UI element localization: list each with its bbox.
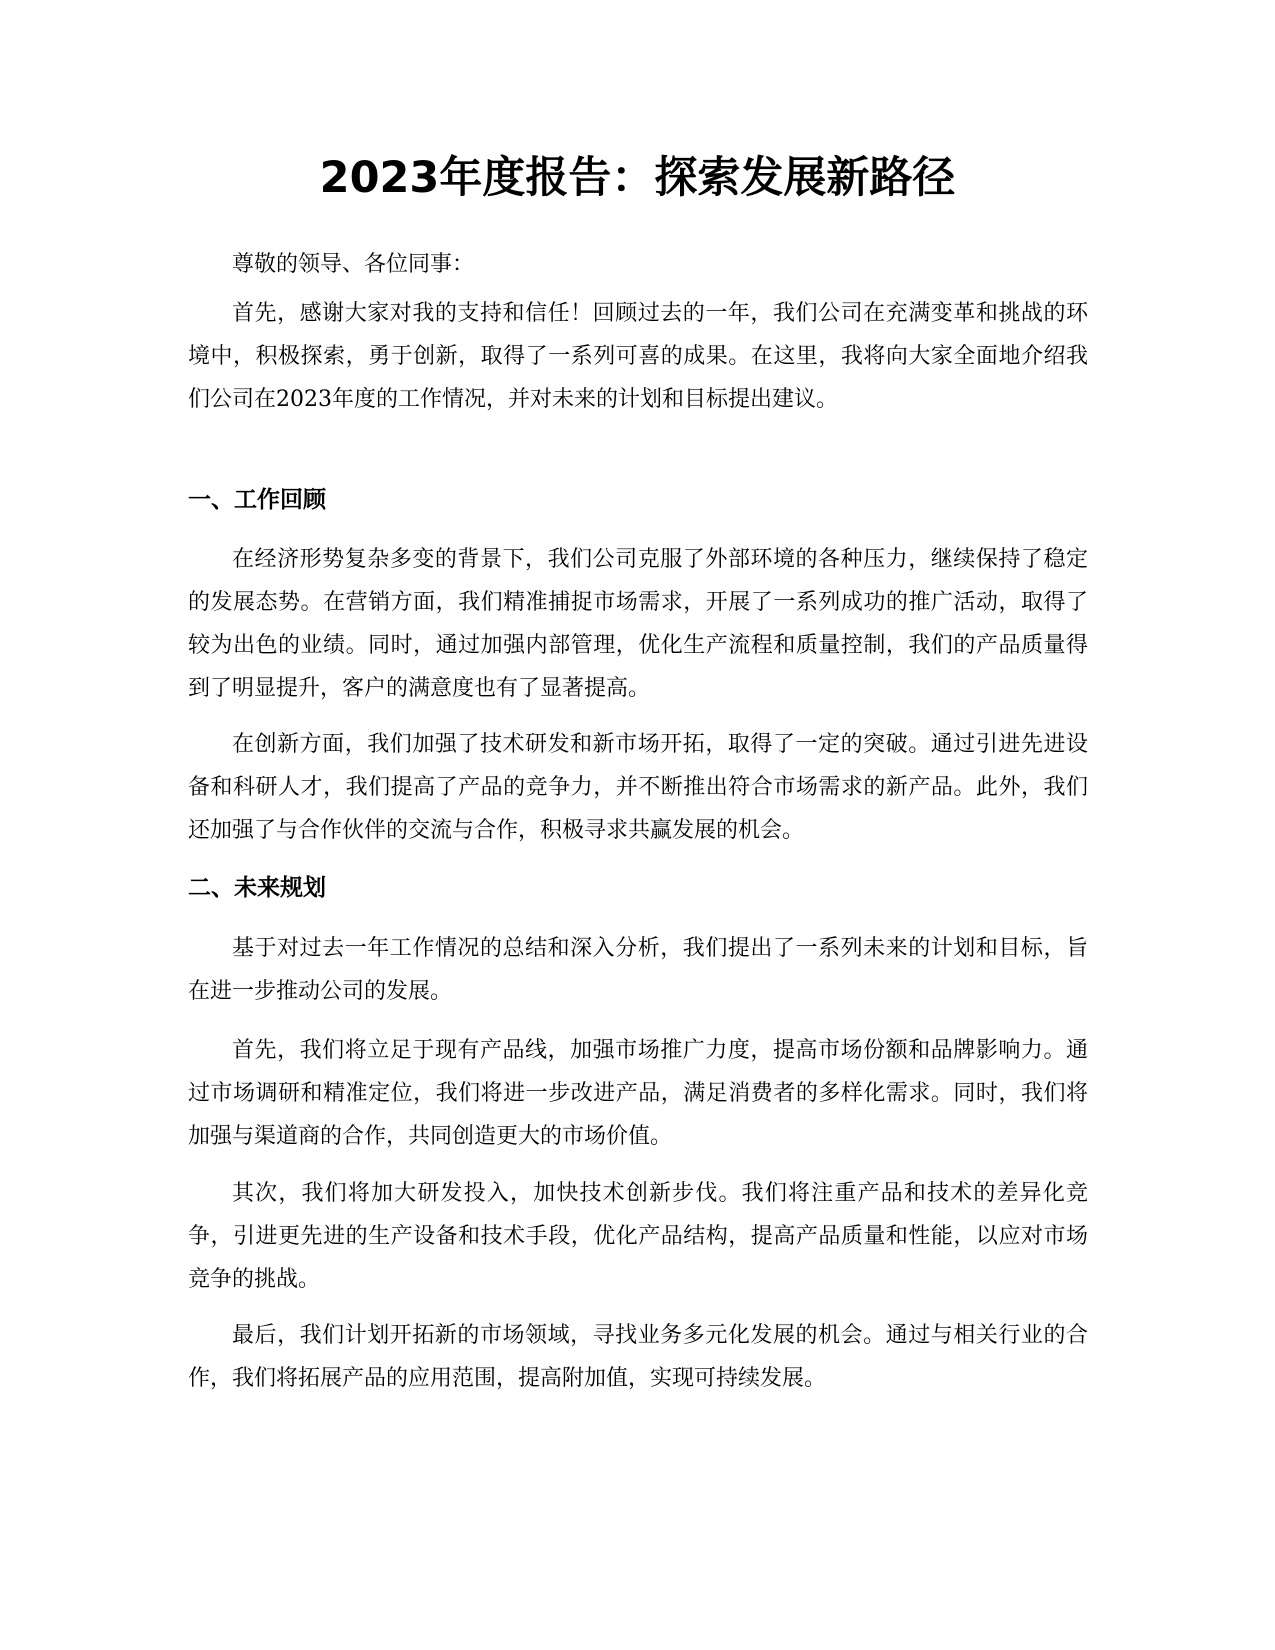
intro-paragraph: 首先，感谢大家对我的支持和信任！回顾过去的一年，我们公司在充满变革和挑战的环境中，积极探索，勇于创新，取得了一系列可喜的成果。在这里，我将向大家全面地介绍我们公司在2023年度的工作情况，并对未来的计划和目标提出建议。 [188, 301, 1088, 412]
paragraph-future-plan-3: 其次，我们将加大研发投入，加快技术创新步伐。我们将注重产品和技术的差异化竞争，引进更先进的生产设备和技术手段，优化产品结构，提高产品质量和性能，以应对市场竞争的挑战。 [188, 1181, 1088, 1292]
section-heading-work-review: 一、工作回顾 [188, 487, 326, 513]
paragraph-future-plan-1: 基于对过去一年工作情况的总结和深入分析，我们提出了一系列未来的计划和目标，旨在进一步推动公司的发展。 [188, 936, 1088, 1004]
paragraph-future-plan-4: 最后，我们计划开拓新的市场领域，寻找业务多元化发展的机会。通过与相关行业的合作，我们将拓展产品的应用范围，提高附加值，实现可持续发展。 [188, 1323, 1088, 1391]
paragraph-work-review-2: 在创新方面，我们加强了技术研发和新市场开拓，取得了一定的突破。通过引进先进设备和科研人才，我们提高了产品的竞争力，并不断推出符合市场需求的新产品。此外，我们还加强了与合作伙伴的交流与合作，积极寻求共赢发展的机会。 [188, 732, 1088, 843]
salutation: 尊敬的领导、各位同事： [232, 252, 475, 277]
paragraph-future-plan-2: 首先，我们将立足于现有产品线，加强市场推广力度，提高市场份额和品牌影响力。通过市场调研和精准定位，我们将进一步改进产品，满足消费者的多样化需求。同时，我们将加强与渠道商的合作，共同创造更大的市场价值。 [188, 1038, 1088, 1149]
section-heading-future-plan: 二、未来规划 [188, 875, 326, 901]
document-title: 2023年度报告：探索发展新路径 [319, 153, 956, 203]
paragraph-work-review-1: 在经济形势复杂多变的背景下，我们公司克服了外部环境的各种压力，继续保持了稳定的发展态势。在营销方面，我们精准捕捉市场需求，开展了一系列成功的推广活动，取得了较为出色的业绩。同时，通过加强内部管理，优化生产流程和质量控制，我们的产品质量得到了明显提升，客户的满意度也有了显著提高。 [188, 547, 1088, 701]
